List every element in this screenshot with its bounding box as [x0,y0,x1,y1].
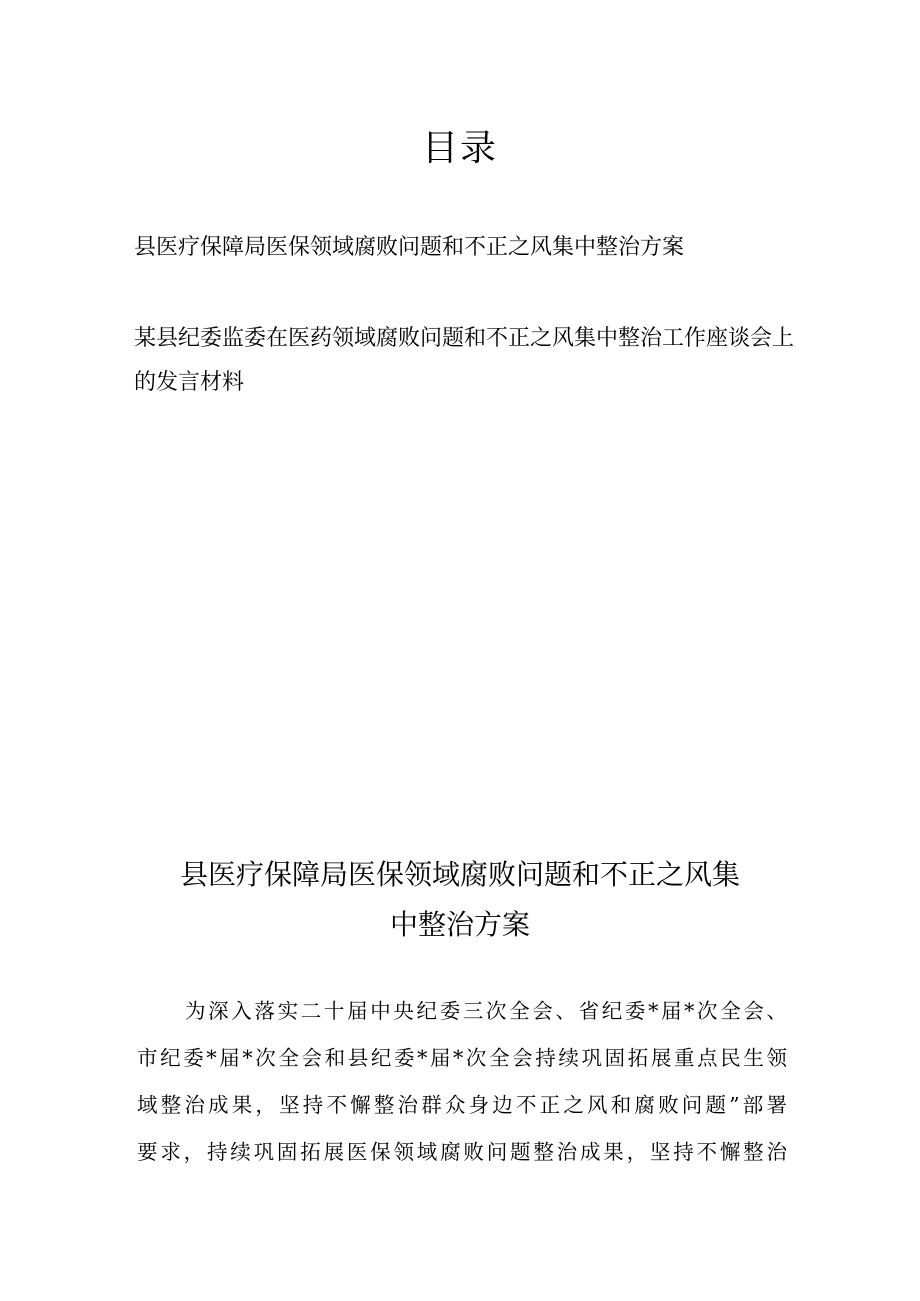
body-line: 要求，持续巩固拓展医保领域腐败问题整治成果，坚持不懈整治 [137,1140,787,1164]
toc-item[interactable]: 某县纪委监委在医药领域腐败问题和不正之风集中整治工作座谈会上的发言材料 [134,326,795,395]
body-line: 为深入落实二十届中央纪委三次全会、省纪委*届*次全会、 [185,999,787,1023]
table-of-contents [134,226,794,452]
toc-item[interactable]: 县医疗保障局医保领域腐败问题和不正之风集中整治方案 [134,235,685,260]
toc-title: 目录 [421,128,498,169]
document-body [137,988,787,1176]
document-heading-line: 县医疗保障局医保领域腐败问题和不正之风集 [179,858,740,891]
document-heading-line: 中整治方案 [389,908,530,941]
document-heading [160,850,760,950]
body-line: 市纪委*届*次全会和县纪委*届*次全会持续巩固拓展重点民生领 [137,1046,787,1070]
body-line: 域整治成果，坚持不懈整治群众身边不正之风和腐败问题”部署 [137,1093,787,1117]
